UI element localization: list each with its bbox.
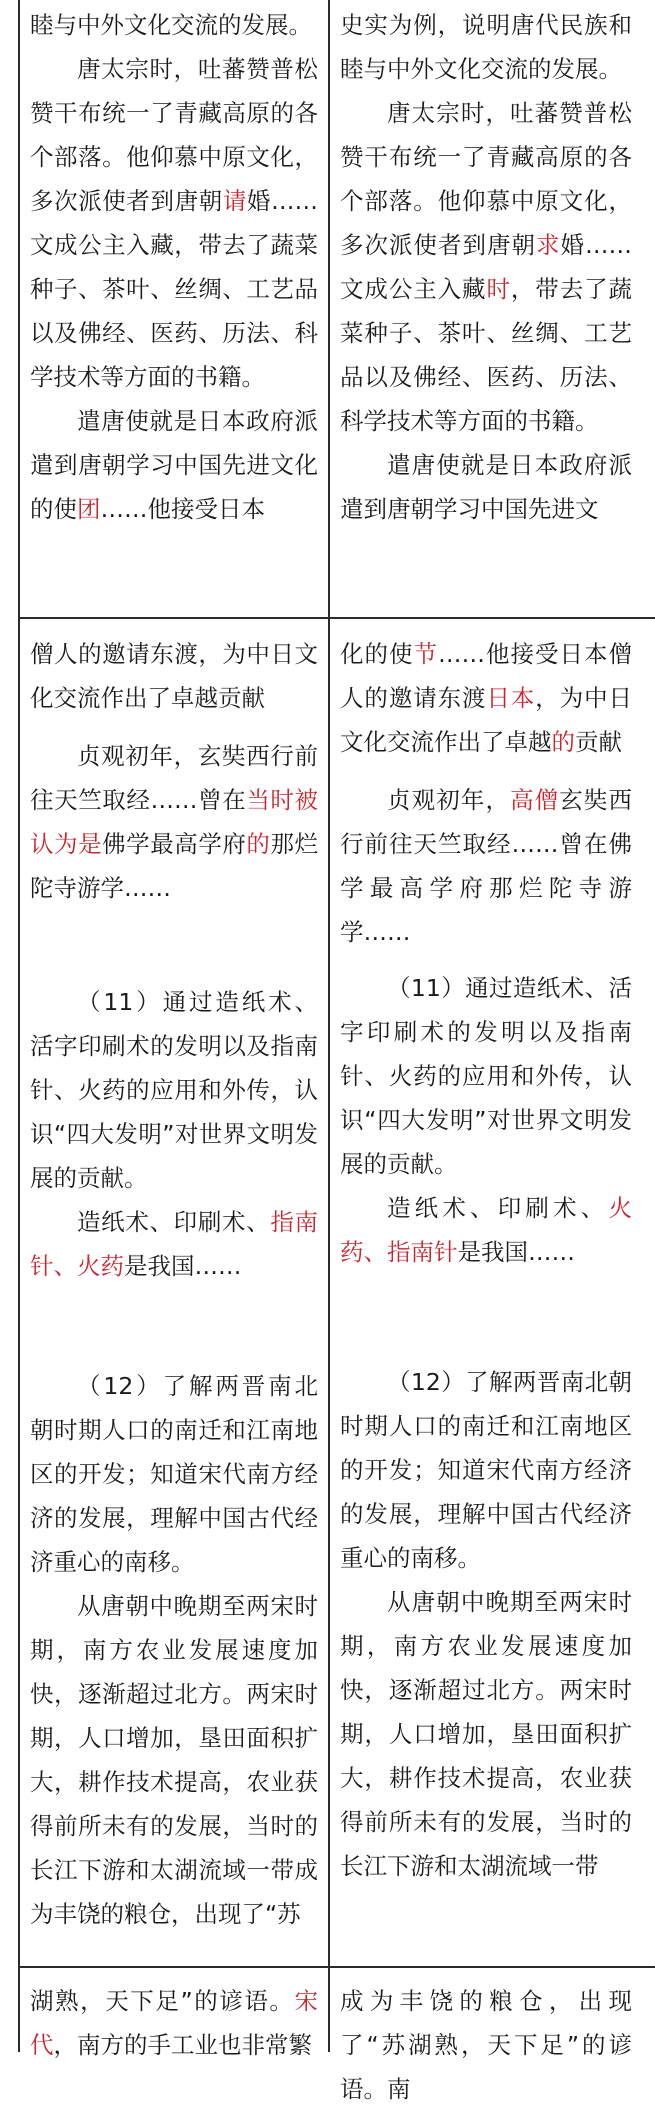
paragraph	[30, 1979, 318, 2067]
paragraph	[30, 47, 318, 399]
text-run: 遣唐使就是日本政府派遣到唐朝学习中国先进文	[340, 451, 632, 523]
left-cell-block-2	[30, 619, 318, 1966]
left-cell-block-1	[30, 0, 318, 617]
right-cell-block-3	[340, 1968, 632, 2103]
paragraph	[30, 632, 318, 720]
text-run: 是我国……	[124, 1252, 242, 1280]
right-cell-block-2	[340, 619, 632, 1966]
paragraph	[340, 91, 632, 443]
text-run: ，为中日文化交流作出了卓越	[340, 684, 633, 756]
highlighted-text: 日本	[486, 684, 536, 712]
paragraph	[30, 734, 318, 910]
highlighted-text: 指南针、火药	[30, 1208, 319, 1280]
text-run: 婚……文成公主入藏，带去了蔬菜种子、茶叶、丝绸、工艺品以及佛经、医药、历法、科学技术等方面的书籍。	[30, 187, 319, 391]
text-run: 史实为例，说明唐代民族和睦与中外文化交流的发展。	[340, 11, 632, 83]
text-run: 贞观初年，玄奘西行前往天竺取经……曾在	[30, 742, 318, 814]
highlighted-text: 的	[551, 728, 575, 756]
highlighted-text: 当时被认为是	[30, 786, 319, 858]
text-run: ……他接受日本僧人的邀请东渡	[340, 640, 632, 712]
table-left-border	[18, 0, 20, 2052]
text-run: 造纸术、印刷术、	[387, 1194, 609, 1222]
text-run: （12）了解两晋南北朝时期人口的南迁和江南地区的开发；知道宋代南方经济的发展，理解中国古代经济重心的南移。	[30, 1372, 318, 1576]
text-run: 贞观初年，	[387, 786, 511, 814]
paragraph	[30, 980, 318, 1200]
text-run: 唐太宗时，吐蕃赞普松赞干布统一了青藏高原的各个部落。他仰慕中原文化，多次派使者到唐朝	[340, 99, 632, 259]
paragraph	[340, 966, 632, 1186]
text-run: 从唐朝中晚期至两宋时期，南方农业发展速度加快，逐渐超过北方。两宋时期，人口增加，垦田面积扩大，耕作技术提高，农业获得前所未有的发展，当时的长江下游和太湖流域一带成为丰饶的粮仓，出现了“苏	[30, 1592, 318, 1928]
paragraph	[340, 1979, 632, 2111]
highlighted-text: 高僧	[510, 786, 560, 814]
highlighted-text: 时	[486, 275, 511, 303]
text-run: （11）通过造纸术、活字印刷术的发明以及指南针、火药的应用和外传，认识“四大发明”对世界文明发展的贡献。	[340, 974, 632, 1178]
text-run: 睦与中外文化交流的发展。	[30, 11, 312, 39]
text-run: （11）通过造纸术、活字印刷术的发明以及指南针、火药的应用和外传，认识“四大发明”对世界文明发展的贡献。	[30, 988, 318, 1192]
text-run: （12）了解两晋南北朝时期人口的南迁和江南地区的开发；知道宋代南方经济的发展，理解中国古代经济重心的南移。	[340, 1368, 632, 1572]
highlighted-text: 宋代	[30, 1987, 318, 2059]
text-run: 唐太宗时，吐蕃赞普松赞干布统一了青藏高原的各个部落。他仰慕中原文化，多次派使者到唐朝	[30, 55, 318, 215]
highlighted-text: 请	[222, 187, 247, 215]
text-run: 佛学最高学府	[102, 830, 247, 858]
paragraph	[30, 1364, 318, 1584]
text-run: 遣唐使就是日本政府派遣到唐朝学习中国先进文化的使	[30, 407, 318, 523]
highlighted-text: 火药、指南针	[340, 1194, 632, 1266]
text-run: ，南方的手工业也非常繁	[53, 2031, 312, 2059]
text-run: 婚……文成公主入藏	[340, 231, 632, 303]
paragraph	[340, 443, 632, 531]
text-run: 是我国……	[457, 1238, 575, 1266]
paragraph	[30, 1584, 318, 1936]
paragraph	[340, 1360, 632, 1580]
left-cell-block-3	[30, 1968, 318, 2059]
text-run: 玄奘西行前往天竺取经……曾在佛学最高学府那烂陀寺游学……	[340, 786, 633, 946]
paragraph	[340, 1186, 632, 1274]
text-run: 成为丰饶的粮仓，出现了“苏湖熟，天下足”的谚语。南	[340, 1987, 632, 2103]
text-run: 造纸术、印刷术、	[77, 1208, 271, 1236]
highlighted-text: 求	[536, 231, 561, 259]
paragraph	[340, 778, 632, 954]
right-cell-block-1	[340, 0, 632, 617]
text-run: 贡献	[575, 728, 622, 756]
text-run: 化的使	[340, 640, 414, 668]
text-run: 僧人的邀请东渡，为中日文化交流作出了卓越贡献	[30, 640, 318, 712]
paragraph	[30, 399, 318, 531]
text-run: ，带去了蔬菜种子、茶叶、丝绸、工艺品以及佛经、医药、历法、科学技术等方面的书籍。	[340, 275, 633, 435]
text-run: 湖熟，天下足”的谚语。	[30, 1987, 295, 2015]
text-run: ……他接受日本	[100, 495, 265, 523]
highlighted-text: 节	[413, 640, 438, 668]
paragraph	[340, 1580, 632, 1888]
table-column-divider	[328, 0, 330, 2052]
highlighted-text: 团	[77, 495, 101, 523]
paragraph	[340, 3, 632, 91]
text-run: 从唐朝中晚期至两宋时期，南方农业发展速度加快，逐渐超过北方。两宋时期，人口增加，垦田面积扩大，耕作技术提高，农业获得前所未有的发展，当时的长江下游和太湖流域一带	[340, 1588, 632, 1880]
paragraph	[30, 1200, 318, 1288]
highlighted-text: 的	[246, 830, 271, 858]
paragraph	[340, 632, 632, 764]
text-run: 那烂陀寺游学……	[30, 830, 319, 902]
paragraph	[30, 3, 318, 47]
